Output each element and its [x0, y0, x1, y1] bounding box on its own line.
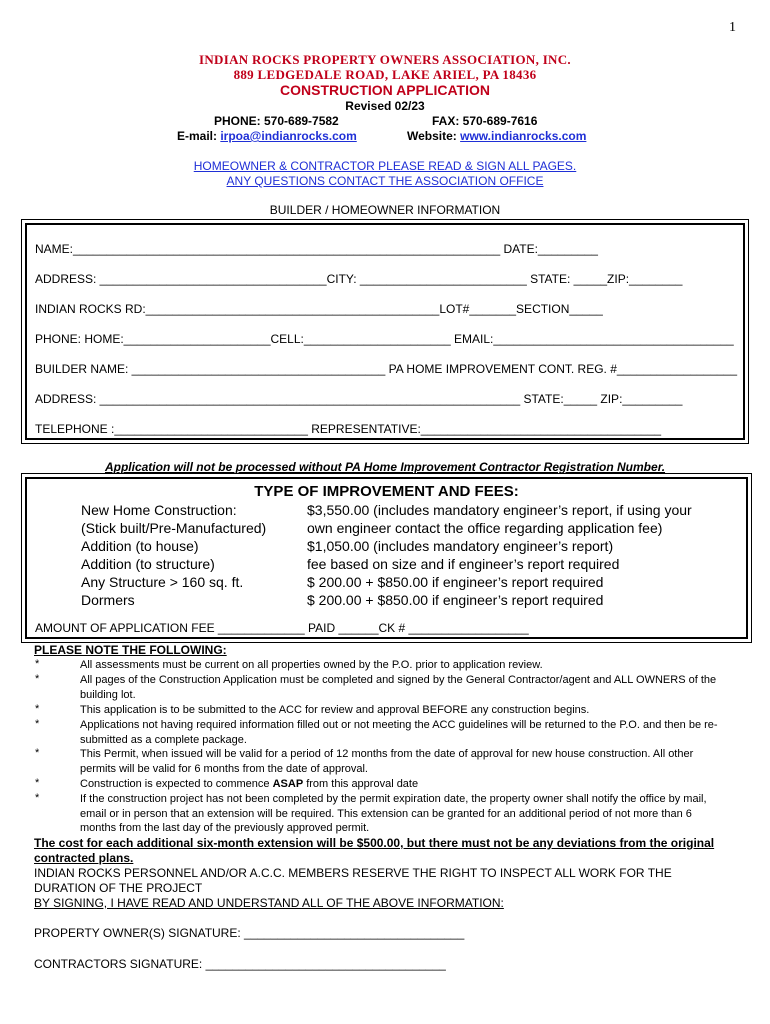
fee-amount: own engineer contact the office regarding application fee) [307, 520, 663, 536]
fee-amount: fee based on size and if engineer’s report required [307, 556, 620, 572]
extension-notice: The cost for each additional six-month extension will be $500.00, but there must not be any deviations from the original contracted plans. [34, 836, 715, 865]
agreement-statement: BY SIGNING, I HAVE READ AND UNDERSTAND ALL OF THE ABOVE INFORMATION: [34, 896, 504, 910]
fee-amount: $ 200.00 + $850.00 if engineer’s report required [307, 574, 604, 590]
org-name: INDIAN ROCKS PROPERTY OWNERS ASSOCIATION, INC. [199, 52, 571, 67]
fee-type: Dormers [81, 592, 135, 608]
note-item: This application is to be submitted to the ACC for review and approval BEFORE any construction begins. [80, 704, 590, 716]
registration-warning: Application will not be processed without PA Home Improvement Contractor Registration Number. [104, 460, 666, 474]
inspection-notice: INDIAN ROCKS PERSONNEL AND/OR A.C.C. MEMBERS RESERVE THE RIGHT TO INSPECT ALL WORK FOR THE DURATION OF THE PROJECT [34, 866, 672, 895]
email-line [177, 129, 357, 143]
amount-paid-field[interactable]: AMOUNT OF APPLICATION FEE _____________ PAID ______CK # __________________ [35, 621, 529, 635]
builder-info-box [25, 223, 745, 440]
note-item: All assessments must be current on all properties owned by the P.O. prior to application review. [80, 659, 543, 671]
note-item: Applications not having required information filled out or not meeting the ACC guidelines will be returned to the P.O. and then be re-submitted as a complete package. [80, 719, 718, 746]
fee-type: Addition (to structure) [81, 556, 215, 572]
email-label: E-mail: [177, 129, 221, 143]
address-city-state-zip-field[interactable]: ADDRESS: __________________________________CITY: _________________________ STATE: _____ZIP:________ [35, 272, 683, 286]
bullet-marker: * [35, 658, 40, 670]
org-address: 889 LEDGEDALE ROAD, LAKE ARIEL, PA 18436 [233, 67, 537, 82]
notes-heading: PLEASE NOTE THE FOLLOWING: [34, 643, 227, 657]
notice-contact-office: ANY QUESTIONS CONTACT THE ASSOCIATION OFFICE [226, 174, 544, 188]
phone-cell-email-field[interactable]: PHONE: HOME:______________________CELL:______________________ EMAIL:____________________________________ [35, 332, 734, 346]
bullet-marker: * [35, 777, 40, 789]
fee-amount: $1,050.00 (includes mandatory engineer’s report) [307, 538, 614, 554]
fee-type: (Stick built/Pre-Manufactured) [81, 520, 267, 536]
notice-sign-pages: HOMEOWNER & CONTRACTOR PLEASE READ & SIGN ALL PAGES. [193, 159, 577, 173]
fax-number: FAX: 570-689-7616 [432, 114, 538, 128]
fee-amount: $3,550.00 (includes mandatory engineer’s report, if using your [307, 502, 692, 518]
bullet-marker: * [35, 703, 40, 715]
website-line [407, 129, 586, 143]
telephone-representative-field[interactable]: TELEPHONE :_____________________________ REPRESENTATIVE:____________________________________ [35, 422, 662, 436]
bullet-marker: * [35, 792, 40, 804]
indian-rocks-rd-field[interactable]: INDIAN ROCKS RD:____________________________________________LOT#_______SECTION_____ [35, 302, 603, 316]
note-item: This Permit, when issued will be valid for a period of 12 months from the date of approval for new house construction. All other permits will be valid for 6 months from the date of approval. [80, 748, 694, 775]
fee-type: Addition (to house) [81, 538, 199, 554]
fees-heading: TYPE OF IMPROVEMENT AND FEES: [254, 483, 519, 500]
revision-date: Revised 02/23 [345, 99, 425, 113]
website-label: Website: [407, 129, 461, 143]
fees-box [25, 477, 748, 639]
property-owner-signature-field[interactable]: PROPERTY OWNER(S) SIGNATURE: _________________________________ [34, 926, 465, 940]
phone-number: PHONE: 570-689-7582 [214, 114, 339, 128]
note-item: Construction is expected to commence ASAP from this approval date [80, 778, 419, 790]
note-item: If the construction project has not been completed by the permit expiration date, the property owner shall notify the office by mail, email or in person that an extension will be required. This extension can be granted for an additional period of not more than 6 months from the last day of the previously approved permit. [80, 793, 707, 834]
fee-amount: $ 200.00 + $850.00 if engineer’s report required [307, 592, 604, 608]
builder-name-reg-field[interactable]: BUILDER NAME: ______________________________________ PA HOME IMPROVEMENT CONT. REG. #__________________ [35, 362, 738, 376]
page-title: CONSTRUCTION APPLICATION [280, 82, 490, 98]
bullet-marker: * [35, 718, 40, 730]
note-item: All pages of the Construction Application must be completed and signed by the General Contractor/agent and ALL OWNERS of the building lot. [80, 674, 717, 701]
bullet-marker: * [35, 747, 40, 759]
bullet-marker: * [35, 673, 40, 685]
name-date-field[interactable]: NAME:________________________________________________________________ DATE:_________ [35, 242, 598, 256]
fee-type: Any Structure > 160 sq. ft. [81, 574, 244, 590]
fee-type: New Home Construction: [81, 502, 237, 518]
builder-section-heading: BUILDER / HOMEOWNER INFORMATION [269, 203, 501, 217]
builder-address-field[interactable]: ADDRESS: _______________________________________________________________ STATE:_____ ZIP:_________ [35, 392, 683, 406]
website-link[interactable]: www.indianrocks.com [460, 129, 587, 143]
page-number: 1 [729, 20, 736, 35]
contractor-signature-field[interactable]: CONTRACTORS SIGNATURE: ____________________________________ [34, 957, 446, 971]
email-link[interactable]: irpoa@indianrocks.com [220, 129, 357, 143]
asap-emphasis: ASAP [272, 778, 304, 790]
